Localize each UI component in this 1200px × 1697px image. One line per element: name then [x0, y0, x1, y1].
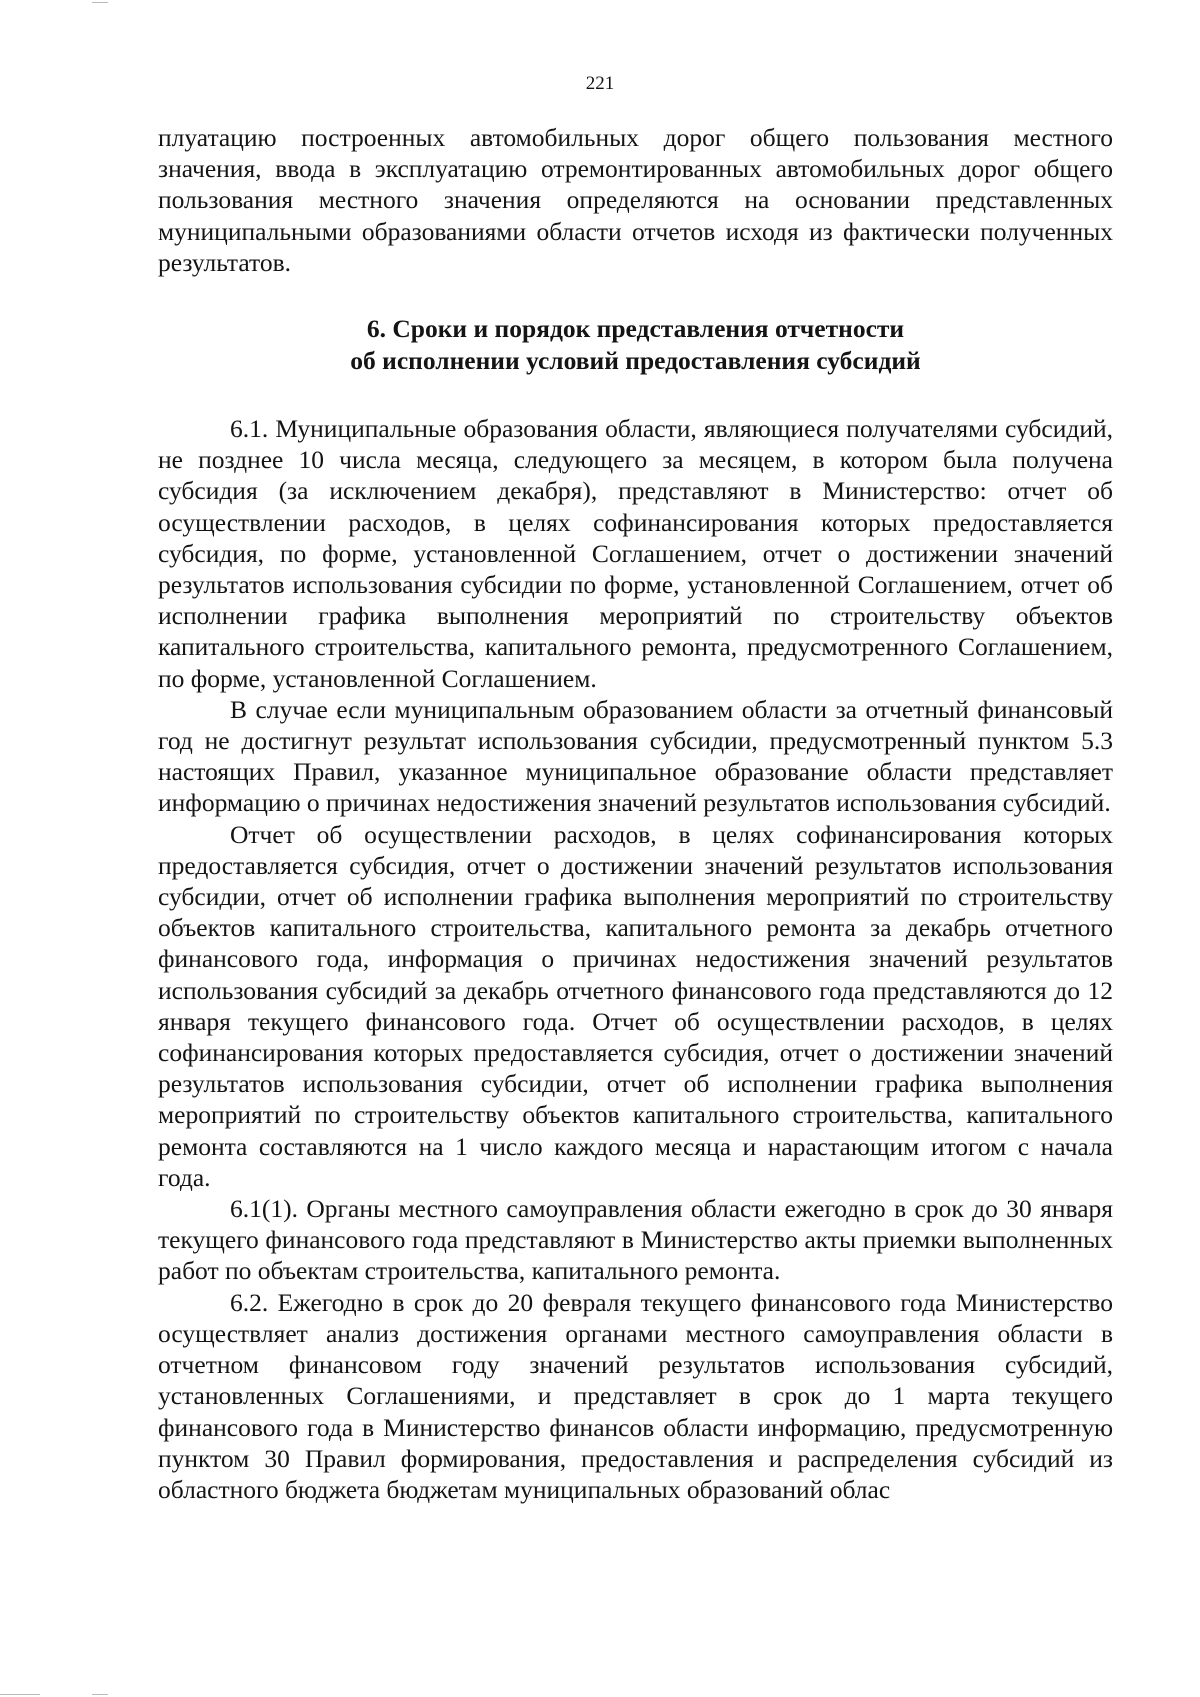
paragraph-december-report: Отчет об осуществлении расходов, в целях софинансирования которых предоставляется субсидия, отчет о достижении значений результатов использования субсидии, отчет об исполнении графика выполнения мероприятий по строительству объектов капитального строительства, капитального ремонта за декабрь отчетного финансового года, информация о причинах недостижения значений результатов использования субсидий за декабрь отчетного финансового года представляются до 12 января текущего финансового года. Отчет об осуществлении расходов, в целях софинансирования которых предоставляется субсидия, отчет о достижении значений результатов использования субсидии, отчет об исполнении графика выполнения мероприятий по строительству объектов капитального строительства, капитального ремонта составляются на 1 число каждого месяца и нарастающим итогом с начала года.: [158, 819, 1113, 1192]
scan-artifact: [0, 1694, 40, 1695]
section-heading: [158, 313, 1113, 377]
scan-artifact: [92, 1694, 108, 1695]
page-number: 221: [585, 73, 615, 94]
paragraph-6-1-1: 6.1(1). Органы местного самоуправления области ежегодно в срок до 30 января текущего финансового года представляют в Министерство акты приемки выполненных работ по объектам строительства, капитального ремонта.: [158, 1194, 1113, 1286]
section-heading-line-2: об исполнении условий предоставления субсидий: [350, 346, 921, 375]
paragraph-unmet-result: В случае если муниципальным образованием области за отчетный финансовый год не достигнут результат использования субсидии, предусмотренный пунктом 5.3 настоящих Правил, указанное муниципальное образование области представляет информацию о причинах недостижения значений результатов использования субсидий.: [158, 694, 1113, 818]
intro-paragraph-block: [158, 122, 1113, 278]
intro-paragraph: плуатацию построенных автомобильных дорог общего пользования местного значения, ввода в эксплуатацию отремонтированных автомобильных дорог общего пользования местного значения определяются на основании представленных муниципальными образованиями области отчетов исходя из фактически полученных результатов.: [158, 123, 1113, 277]
paragraph-6-1: 6.1. Муниципальные образования области, являющиеся получателями субсидий, не позднее 10 числа месяца, следующего за месяцем, в котором была получена субсидия (за исключением декабря), представляют в Министерство: отчет об осуществлении расходов, в целях софинансирования которых предоставляется субсидия, по форме, установленной Соглашением, отчет о достижении значений результатов использования субсидии по форме, установленной Соглашением, отчет об исполнении графика выполнения мероприятий по строительству объектов капитального строительства, капитального ремонта, предусмотренного Соглашением, по форме, установленной Соглашением.: [158, 414, 1113, 693]
section-body: [158, 413, 1113, 1505]
scan-artifact: [92, 2, 108, 3]
paragraph-6-2: 6.2. Ежегодно в срок до 20 февраля текущего финансового года Министерство осуществляет анализ достижения органами местного самоуправления области в отчетном финансовом году значений результатов использования субсидий, установленных Соглашениями, и представляет в срок до 1 марта текущего финансового года в Министерство финансов области информацию, предусмотренную пунктом 30 Правил формирования, предоставления и распределения субсидий из областного бюджета бюджетам муниципальных образований облас: [158, 1287, 1113, 1504]
section-heading-line-1: 6. Сроки и порядок представления отчетности: [366, 314, 905, 343]
